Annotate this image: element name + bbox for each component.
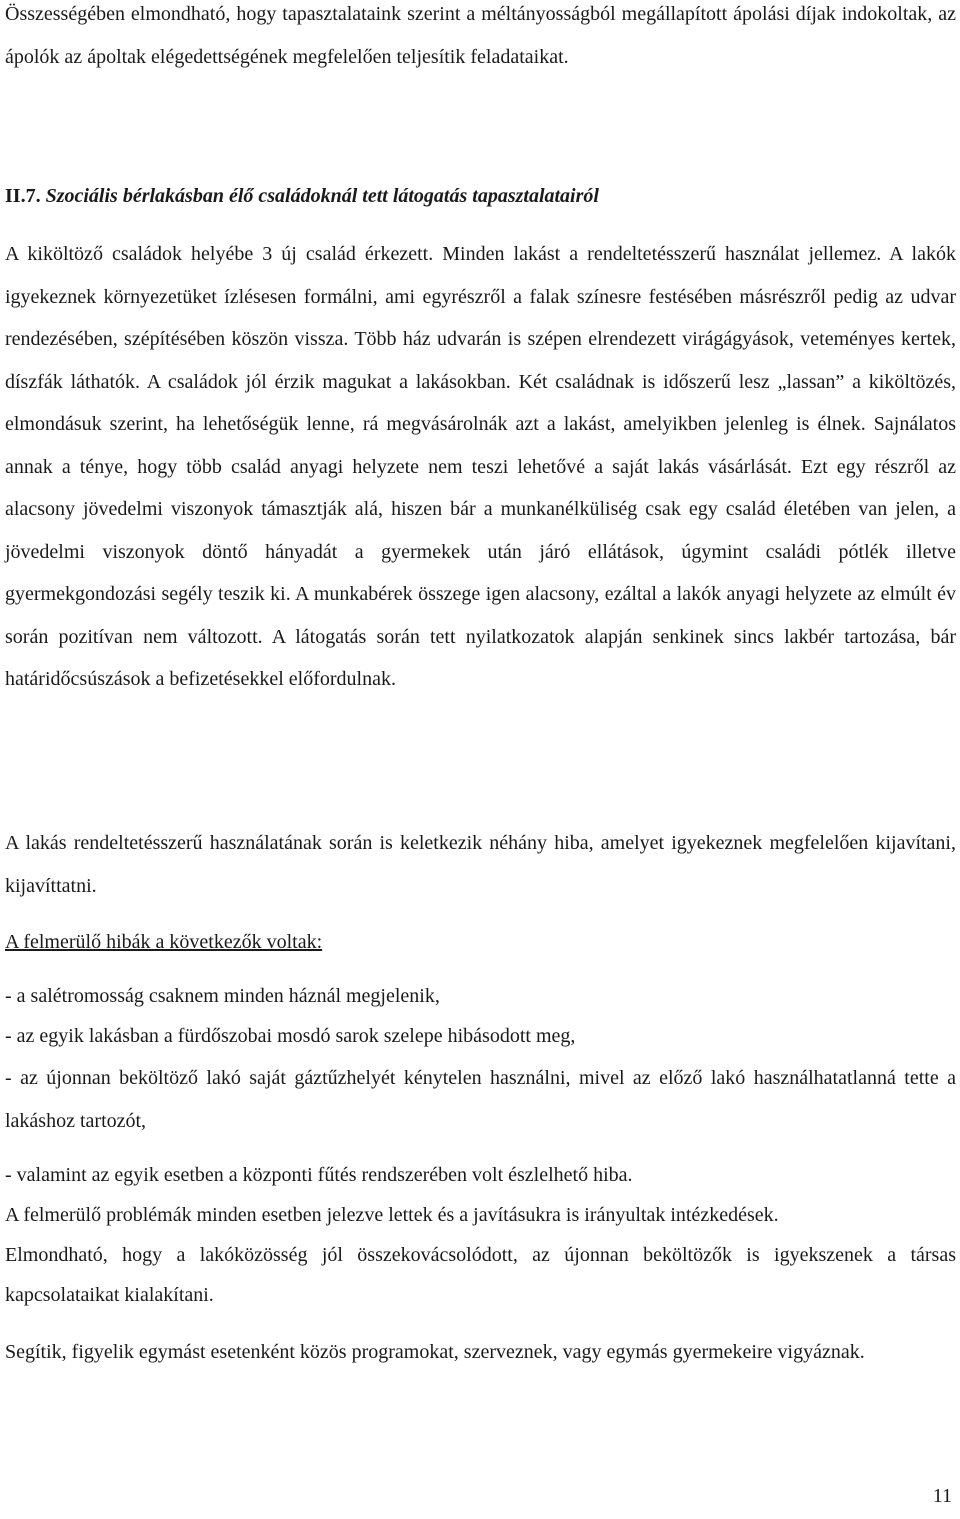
paragraph-usage: A lakás rendeltetésszerű használatának során is keletkezik néhány hiba, amelyet igyekeznek megfelelően kijavítani, kijavíttatni. (5, 832, 956, 897)
intro-paragraph: Összességében elmondható, hogy tapasztalataink szerint a méltányosságból megállapított ápolási díjak indokoltak, az ápolók az ápoltak elégedettségének megfelelően teljesítik feladataikat. (5, 3, 956, 68)
defects-heading: A felmerülő hibák a következők voltak: (5, 931, 323, 953)
paragraph-families: A kiköltöző családok helyébe 3 új család érkezett. Minden lakást a rendeltetésszerű használat jellemez. A lakók igyekeznek környezetüket ízlésesen formálni, ami egyrészről a falak színesre festésében másrészről pedig az udvar rendezésében, szépítésében köszön vissza. Több ház udvarán is szépen elrendezett virágágyások, veteményes kertek, díszfák láthatók. A családok jól érzik magukat a lakásokban. Két családnak is időszerű lesz „lassan” a kiköltözés, elmondásuk szerint, ha lehetőségük lenne, rá megvásárolnák azt a lakást, amelyikben jelenleg is élnek. Sajnálatos annak a ténye, hogy több család anyagi helyzete nem teszi lehetővé a saját lakás vásárlását. Ezt egy részről az alacsony jövedelmi viszonyok támasztják alá, hiszen bár a munkanélküliség csak egy család életében van jelen, a jövedelmi viszonyok döntő hányadát a gyermekek után járó ellátások, úgymint családi pótlék illetve gyermekgondozási segély teszik ki. A munkabérek összege igen alacsony, ezáltal a lakók anyagi helyzete az elmúlt év során pozitívan nem változott. A látogatás során tett nyilatkozatok alapján senkinek sincs lakbér tartozása, bár határidőcsúszások a befizetésekkel előfordulnak. (5, 243, 956, 690)
defect-item-4: - valamint az egyik esetben a központi fűtés rendszerében volt észlelhető hiba. (5, 1164, 633, 1186)
section-number: II.7. (5, 185, 41, 207)
page-number: 11 (932, 1485, 952, 1507)
section-heading (5, 181, 956, 211)
paragraph-problems: A felmerülő problémák minden esetben jelezve lettek és a javításukra is irányultak intézkedések. (5, 1204, 779, 1226)
defect-item-2: - az egyik lakásban a fürdőszobai mosdó sarok szelepe hibásodott meg, (5, 1025, 576, 1047)
paragraph-help: Segítik, figyelik egymást esetenként közös programokat, szerveznek, vagy egymás gyermekeire vigyáznak. (5, 1341, 865, 1363)
defect-item-1: - a salétromosság csaknem minden háznál megjelenik, (5, 985, 440, 1007)
defect-item-3: - az újonnan beköltöző lakó saját gáztűzhelyét kénytelen használni, mivel az előző lakó használhatatlanná tette a lakáshoz tartozót, (5, 1067, 956, 1132)
paragraph-community: Elmondható, hogy a lakóközösség jól összekovácsolódott, az újonnan beköltözők is igyekszenek a társas kapcsolataikat kialakítani. (5, 1244, 956, 1306)
section-title: Szociális bérlakásban élő családoknál tett látogatás tapasztalatairól (45, 185, 599, 207)
